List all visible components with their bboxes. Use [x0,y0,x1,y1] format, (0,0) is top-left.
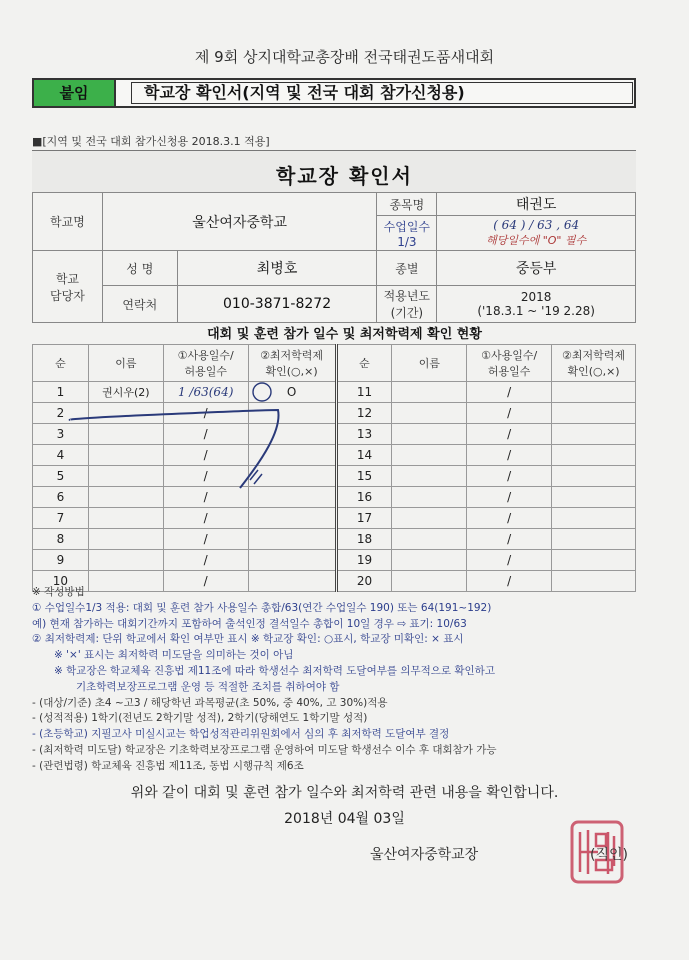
table-row [33,403,636,424]
instruction-2: ② 최저학력제: 단위 학교에서 확인 여부만 표시 ※ 학교장 확인: ○표시, 학교장 미확인: × 표시 [32,633,464,646]
row-name [88,424,163,445]
instruction-8: - (최저학력 미도달) 학교장은 기초학력보장프로그램 운영하여 미도달 학생선수 이수 후 대회참가 가능 [32,743,497,756]
row-check [248,445,336,466]
attendance-label-line2: 1/3 [397,234,417,249]
confirmation-text: 위와 같이 대회 및 훈련 참가 일수와 최저학력 관련 내용을 확인합니다. [130,785,559,801]
row-name [88,529,163,550]
row-no: 4 [33,445,89,466]
row-days: / [163,550,248,571]
row-name [88,508,163,529]
col-no: 순 [33,345,89,382]
school-label: 학교명 [33,193,103,251]
row-no-right: 18 [336,529,392,550]
row-name-right [392,487,467,508]
row-name [88,550,163,571]
row-days: / [163,529,248,550]
instruction-3: ※ '×' 표시는 최저학력 미도달을 의미하는 것이 아님 [54,649,294,662]
col-days-right-line1: ①사용일수/ [481,349,538,362]
school-name: 울산여자중학교 [102,193,377,251]
row-days: / [163,403,248,424]
attachment-title: 학교장 확인서(지역 및 전국 대회 참가신청용) [144,83,465,102]
instruction-7: - (초등학교) 지필고사 미실시교는 학업성적관리위원회에서 심의 후 최저학력 도달여부 결정 [32,728,450,741]
table-row [33,487,636,508]
row-days-right: / [467,466,552,487]
name-label: 성 명 [102,251,177,286]
col-no-right: 순 [336,345,392,382]
row-name-right [392,403,467,424]
instructions-heading: ※ 작성방법 [32,586,85,598]
row-check [248,550,336,571]
row-check-right [552,445,636,466]
row-days-right: / [467,445,552,466]
attendance-value [437,216,636,251]
category-value: 중등부 [437,251,636,286]
row-no-right: 15 [336,466,392,487]
instruction-5: - (대상/기준) 초4 ~고3 / 해당학년 과목평균(초 50%, 중 40%, 고 30%)적용 [32,696,388,709]
row-check-right [552,403,636,424]
row-name-right [392,382,467,403]
principal-name: 울산여자중학교장 [370,847,479,863]
year-label-line2: (기간) [390,306,424,320]
col-grade-line1: ②최저학력제 [260,349,324,362]
contact-label [33,251,103,323]
row-name-right [392,466,467,487]
table-row [33,424,636,445]
row-check-right [552,424,636,445]
school-info-table [32,192,636,323]
row-no-right: 16 [336,487,392,508]
roster-title: 대회 및 훈련 참가 일수 및 최저학력제 확인 현황 [207,327,482,342]
table-row [33,382,636,403]
row-days: / [163,445,248,466]
row-days-right: / [467,382,552,403]
confirmation-date: 2018년 04월 03일 [284,811,405,827]
year-value-line1: 2018 [520,290,552,304]
row-no-right: 14 [336,445,392,466]
row-days: / [163,508,248,529]
row-no: 10 [33,571,89,592]
row-check-right [552,550,636,571]
row-name-right [392,424,467,445]
row-check: O [248,382,336,403]
row-days-right: / [467,403,552,424]
attachment-badge: 붙임 [34,80,116,106]
instruction-4a: ※ 학교장은 학교체육 진흥법 제11조에 따라 학생선수 최저학력 도달여부를 의무적으로 확인하고 [54,664,495,677]
seal-label: (직인) [590,847,628,863]
attachment-header [32,78,636,108]
row-check-right [552,487,636,508]
row-days: / [163,466,248,487]
phone-label: 연락처 [102,286,177,323]
contact-label-line2: 담당자 [50,288,85,303]
table-row [33,508,636,529]
row-name [88,487,163,508]
phone-value: 010-3871-8272 [177,286,377,323]
year-value-line2: ('18.3.1 ~ '19 2.28) [477,304,595,318]
row-name [88,445,163,466]
row-check-right [552,529,636,550]
row-name-right [392,508,467,529]
row-check [248,424,336,445]
row-no-right: 20 [336,571,392,592]
row-check-right [552,466,636,487]
col-grade-line2: 확인(○,×) [265,365,318,378]
row-name: 권시우(2) [88,382,163,403]
row-no-right: 12 [336,403,392,424]
row-days: / [163,487,248,508]
attendance-label-line1: 수업일수 [383,219,431,234]
col-grade-right-line2: 확인(○,×) [567,365,620,378]
year-label [377,286,437,323]
form-version-note: ■[지역 및 전국 대회 참가신청용 2018.3.1 적용] [32,135,270,148]
row-days-right: / [467,571,552,592]
attendance-label [377,216,437,251]
table-row [33,466,636,487]
row-no: 9 [33,550,89,571]
col-name: 이름 [88,345,163,382]
row-check [248,529,336,550]
row-no: 7 [33,508,89,529]
instruction-6: - (성적적용) 1학기(전년도 2학기말 성적), 2학기(당해연도 1학기말 성적) [32,712,368,725]
row-no: 8 [33,529,89,550]
teacher-name: 최병호 [177,251,377,286]
col-days-right-line2: 허용일수 [487,365,531,378]
row-no: 2 [33,403,89,424]
row-no: 5 [33,466,89,487]
contact-label-line1: 학교 [55,271,80,286]
row-name-right [392,550,467,571]
row-no: 3 [33,424,89,445]
row-check [248,403,336,424]
document-title: 학교장 확인서 [276,164,413,188]
roster-body [33,382,636,592]
col-days [163,345,248,382]
instruction-1a: ① 수업일수1/3 적용: 대회 및 훈련 참가 사용일수 총합/63(연간 수업일수 190) 또는 64(191~192) [32,601,492,614]
row-days-right: / [467,424,552,445]
row-check-right [552,508,636,529]
row-no: 6 [33,487,89,508]
row-check [248,466,336,487]
col-name-right: 이름 [392,345,467,382]
row-days: 1 /63(64) [163,382,248,403]
year-value [437,286,636,323]
row-name [88,466,163,487]
instruction-9: - (관련법령) 학교체육 진흥법 제11조, 동법 시행규칙 제6조 [32,759,304,772]
instruction-1b: 예) 현재 참가하는 대회기간까지 포함하여 출석인정 결석일수 총합이 10일 경우 ⇨ 표기: 10/63 [32,617,467,630]
row-check [248,487,336,508]
row-days-right: / [467,529,552,550]
col-grade [248,345,336,382]
attendance-note: 해당일수에 "O" 필수 [486,234,587,247]
row-days-right: / [467,508,552,529]
row-days: / [163,571,248,592]
row-name [88,403,163,424]
col-days-line2: 허용일수 [184,365,227,378]
row-days-right: / [467,550,552,571]
event-title: 제 9회 상지대학교총장배 전국태권도품새대회 [194,48,495,66]
row-no-right: 17 [336,508,392,529]
row-no: 1 [33,382,89,403]
row-days: / [163,424,248,445]
row-no-right: 11 [336,382,392,403]
roster-header-row [33,345,636,382]
row-days-right: / [467,487,552,508]
year-label-line1: 적용년도 [383,289,431,303]
table-row [33,550,636,571]
row-name-right [392,529,467,550]
instruction-4b: 기초학력보장프로그램 운영 등 적절한 조치를 취하여야 함 [76,680,340,693]
row-name-right [392,445,467,466]
roster-table [32,344,636,592]
col-days-right [467,345,552,382]
table-row [33,529,636,550]
instructions [32,585,652,775]
sport-value: 태권도 [437,193,636,216]
category-label: 종별 [377,251,437,286]
col-days-line1: ①사용일수/ [177,349,234,362]
row-check [248,508,336,529]
row-no-right: 19 [336,550,392,571]
table-row [33,445,636,466]
col-grade-right [552,345,636,382]
row-no-right: 13 [336,424,392,445]
row-check-right [552,382,636,403]
attendance-days: ( 64 ) / 63 , 64 [493,218,580,232]
sport-label: 종목명 [377,193,437,216]
col-grade-right-line1: ②최저학력제 [562,349,626,362]
